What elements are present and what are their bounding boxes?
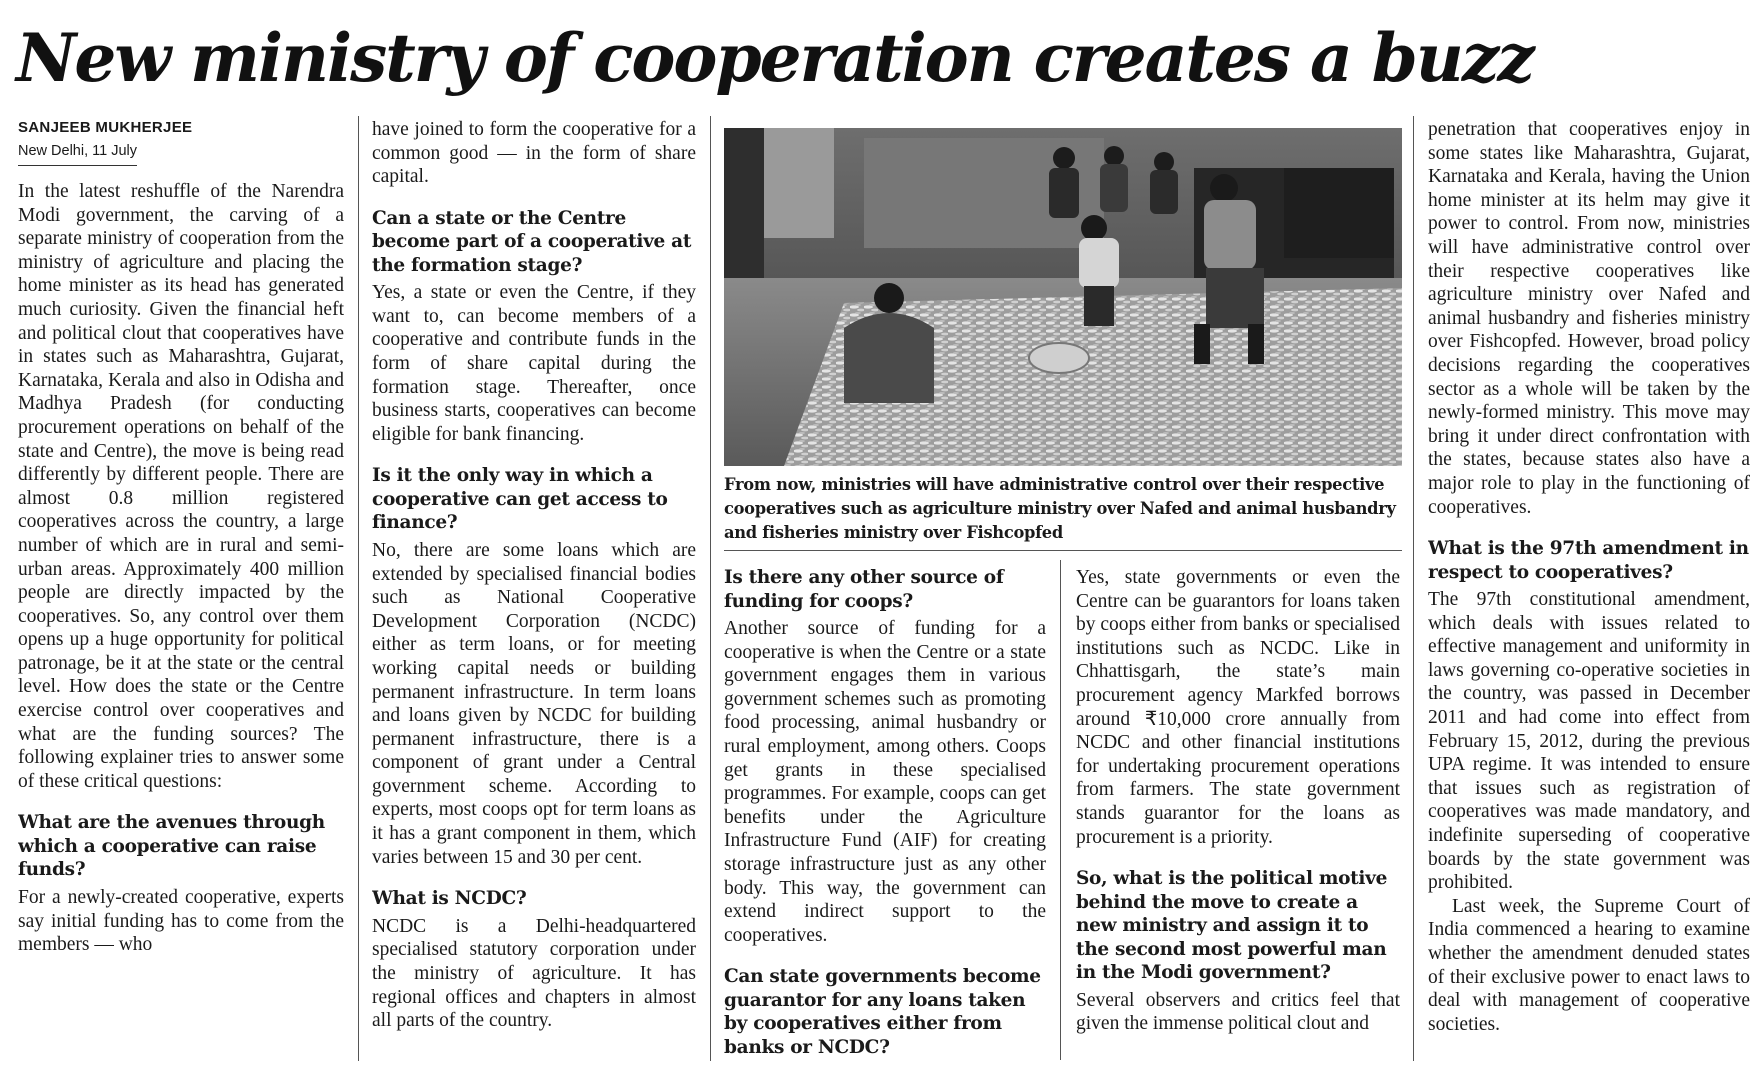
question-heading: What is the 97th amendment in respect to cooperatives? [1428, 538, 1749, 583]
answer-paragraph: Several observers and critics feel that given the immense political clout and [1076, 989, 1400, 1035]
question-heading: Is there any other source of funding for coops? [724, 567, 1004, 612]
fish-market-photo [724, 128, 1402, 466]
answer-paragraph: penetration that cooperatives enjoy in some states like Maharashtra, Gujarat, Karnataka and Kerala, having the Union home minister at its helm may give it power to control. From now, ministries will have administrative control over their respective cooperatives like agriculture ministry over Nafed and animal husbandry and fisheries ministry over Fishcopfed. However, broad policy decisions regarding the cooperatives sector as a whole will be taken by the newly-formed ministry. This move may bring it under direct confrontation with the states, because states also have a major role to play in the functioning of cooperatives. [1428, 119, 1750, 518]
question-heading: What are the avenues through which a cooperative can raise funds? [18, 812, 325, 881]
answer-paragraph: The 97th constitutional amendment, which deals with issues related to effective management and uniformity in laws governing co-operative societies in the country, was passed in December 2011 and had come into effect from February 15, 2012, during the previous UPA regime. It was intended to ensure that issues such as registration of cooperatives was made mandatory, and indefinite superseding of cooperative boards by the state government was prohibited. [1428, 589, 1750, 894]
answer-paragraph: Another source of funding for a cooperative is when the Centre or a state government engages them in various government schemes such as promoting food processing, animal husbandry or rural employment, among others. Coops get grants in these specialised programmes. For example, coops can get benefits under the Agriculture Infrastructure Fund (AIF) for creating storage infrastructure just as any other body. This way, the government can extend indirect support to the cooperatives. [724, 618, 1046, 946]
photo-caption: From now, ministries will have administrative control over their respective cooperatives such as agriculture ministry over Nafed and animal husbandry and fisheries ministry over Fishcopfed [724, 475, 1396, 542]
column-4 [1076, 566, 1400, 1063]
answer-paragraph: No, there are some loans which are extended by specialised financial bodies such as National Cooperative Development Corporation (NCDC) either as term loans, or for meeting working capital needs or building permanent infrastructure. In term loans and loans given by NCDC for building permanent infrastructure, there is a component of grant under a Central government scheme. According to experts, most coops opt for term loans as it has a grant component in them, which varies between 15 and 30 per cent. [372, 539, 696, 868]
column-rule [1413, 116, 1414, 1061]
column-rule [1060, 560, 1061, 1060]
answer-paragraph: For a newly-created cooperative, experts say initial funding has to come from the members — who [18, 886, 344, 956]
byline-author: SANJEEB MUKHERJEE [18, 119, 193, 136]
column-rule [358, 116, 359, 1061]
column-5 [1428, 118, 1750, 1063]
question-heading: What is NCDC? [372, 888, 527, 910]
column-2 [372, 118, 696, 1063]
question-heading: Can a state or the Centre become part of a cooperative at the formation stage? [372, 207, 692, 276]
answer-paragraph: Yes, a state or even the Centre, if they want to, can become members of a cooperative and contribute funds in the form of share capital during the formation stage. Thereafter, once business starts, cooperatives can become eligible for bank financing. [372, 282, 696, 445]
question-heading: So, what is the political motive behind the move to create a new ministry and assign it to the second most powerful man in the Modi government? [1076, 868, 1388, 984]
column-1 [18, 118, 344, 1063]
question-heading: Is it the only way in which a cooperative can get access to finance? [372, 465, 668, 534]
headline: New ministry of cooperation creates a buzz [16, 19, 1533, 97]
question-heading: Can state governments become guarantor for any loans taken by cooperatives either from banks or NCDC? [724, 966, 1041, 1058]
column-rule [710, 116, 711, 1061]
intro-paragraph: In the latest reshuffle of the Narendra Modi government, the carving of a separate ministry of cooperation from the ministry of agriculture and placing the home minister as its head has generated much curiosity. Given the financial heft and political clout that cooperatives have in states such as Maharashtra, Gujarat, Karnataka, Kerala and also in Odisha and Madhya Pradesh (for conducting procurement operations on behalf of the state and Centre), the move is being read differently by different people. There are almost 0.8 million registered cooperatives across the country, a large number of which are in rural and semi-urban areas. Approximately 400 million people are directly impacted by the cooperatives. So, any control over them opens up a huge opportunity for political patronage, be it at the state or the central level. How does the state or the Centre exercise control over cooperatives and what are the funding sources? The following explainer tries to answer some of these critical questions: [18, 181, 344, 792]
news-photo [724, 128, 1402, 466]
answer-paragraph: Yes, state governments or even the Centre can be guarantors for loans taken by coops either from banks or specialised institutions such as NCDC. Like in Chhattisgarh, the state’s main procurement agency Markfed borrows around ₹10,000 crore annually from NCDC and other financial institutions for undertaking procurement operations from farmers. The state government stands guarantor for the loans as procurement is a priority. [1076, 567, 1400, 848]
answer-paragraph: NCDC is a Delhi-headquartered specialised statutory corporation under the ministry of agriculture. It has regional offices and chapters in almost all parts of the country. [372, 915, 696, 1032]
answer-paragraph: have joined to form the cooperative for a common good — in the form of share capital. [372, 119, 696, 188]
answer-paragraph: Last week, the Supreme Court of India commenced a hearing to examine whether the amendment denuded states of their exclusive power to enact laws to deal with management of cooperative societies. [1428, 895, 1750, 1035]
byline-dateline: New Delhi, 11 July [18, 141, 137, 166]
column-3 [724, 548, 1046, 1063]
